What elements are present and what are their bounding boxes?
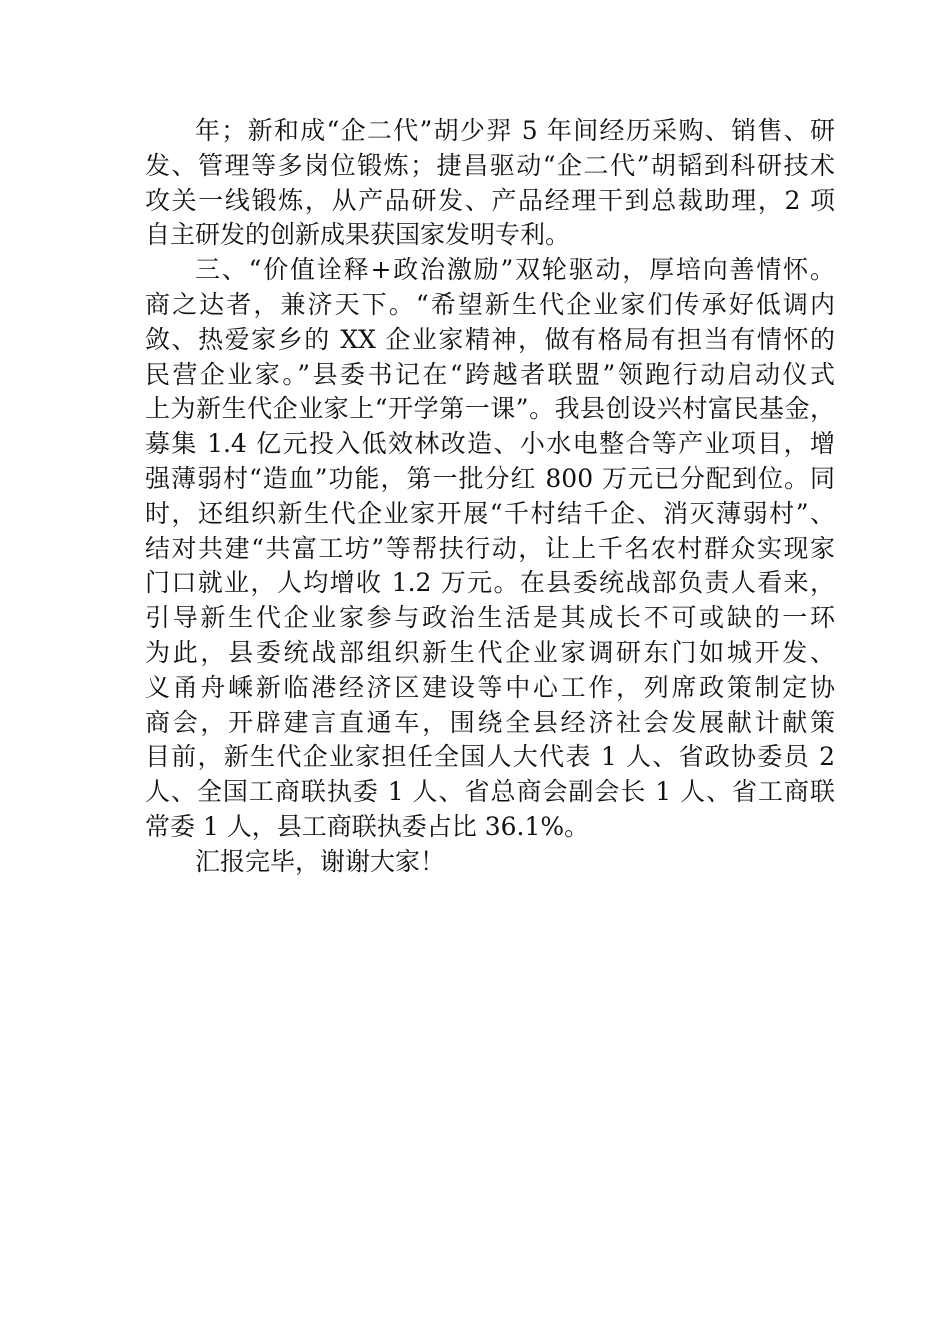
text-line: 商之达者，兼济天下。“希望新生代企业家们传承好低调内 bbox=[145, 289, 835, 319]
text-line: 为此，县委统战部组织新生代企业家调研东门如城开发、 bbox=[145, 637, 835, 667]
text-line: 上为新生代企业家上“开学第一课”。我县创设兴村富民基金， bbox=[145, 394, 835, 424]
text-line: 义甬舟嵊新临港经济区建设等中心工作，列席政策制定协 bbox=[145, 672, 835, 702]
text-line: 攻关一线锻炼，从产品研发、产品经理干到总裁助理，2 项 bbox=[145, 185, 835, 215]
text-line: 引导新生代企业家参与政治生活是其成长不可或缺的一环 bbox=[145, 603, 835, 633]
text-line: 结对共建“共富工坊”等帮扶行动，让上千名农村群众实现家 bbox=[145, 533, 835, 563]
text-line: 商会，开辟建言直通车，围绕全县经济社会发展献计献策 bbox=[145, 707, 835, 737]
text-line: 敛、热爱家乡的 XX 企业家精神，做有格局有担当有情怀的 bbox=[145, 324, 835, 354]
text-line: 时，还组织新生代企业家开展“千村结千企、消灭薄弱村”、 bbox=[145, 498, 835, 528]
text-line: 常委 1 人，县工商联执委占比 36.1%。 bbox=[145, 811, 590, 841]
text-line: 门口就业，人均增收 1.2 万元。在县委统战部负责人看来， bbox=[145, 568, 835, 598]
text-line: 民营企业家。”县委书记在“跨越者联盟”领跑行动启动仪式 bbox=[145, 359, 835, 389]
paragraph-first-line: 汇报完毕，谢谢大家！ bbox=[195, 846, 446, 876]
paragraph-first-line: 年；新和成“企二代”胡少羿 5 年间经历采购、销售、研 bbox=[195, 116, 835, 145]
text-line: 强薄弱村“造血”功能，第一批分红 800 万元已分配到位。同 bbox=[145, 463, 835, 493]
text-line: 人、全国工商联执委 1 人、省总商会副会长 1 人、省工商联 bbox=[145, 777, 835, 807]
text-line: 自主研发的创新成果获国家发明专利。 bbox=[145, 220, 571, 250]
text-line: 募集 1.4 亿元投入低效林改造、小水电整合等产业项目，增 bbox=[145, 429, 835, 459]
paragraph-first-line: 三、“价值诠释+政治激励”双轮驱动，厚培向善情怀。 bbox=[195, 255, 835, 285]
text-line: 发、管理等多岗位锻炼；捷昌驱动“企二代”胡韬到科研技术 bbox=[145, 150, 835, 180]
body-text bbox=[145, 114, 835, 880]
text-line: 目前，新生代企业家担任全国人大代表 1 人、省政协委员 2 bbox=[145, 742, 835, 772]
